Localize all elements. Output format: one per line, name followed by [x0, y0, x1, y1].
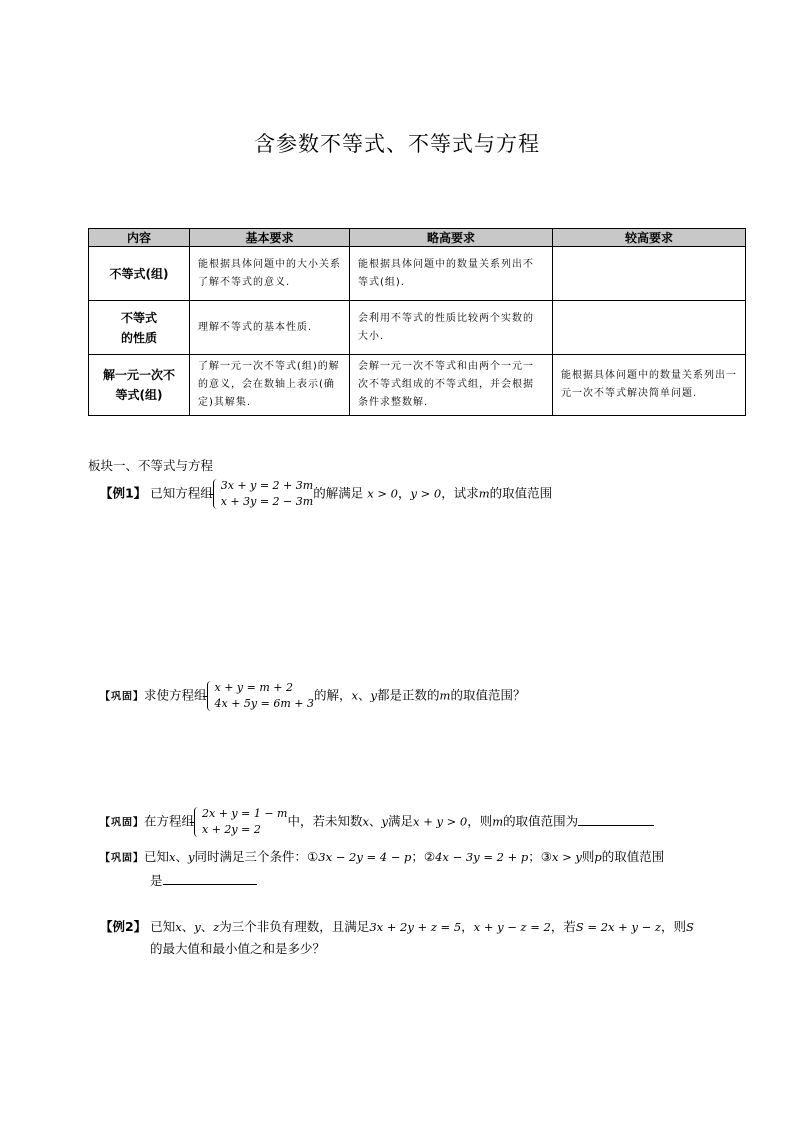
question-text: 同时满足三个条件：① — [194, 849, 319, 864]
col-header-higher: 略高要求 — [350, 229, 553, 247]
question-text: ，试求 — [441, 485, 479, 501]
condition: x + y > 0 — [413, 814, 468, 829]
consolidation-tag: 【巩固】 — [100, 691, 144, 703]
variable: x — [169, 850, 176, 864]
separator: ，若 — [550, 919, 576, 934]
row-head-line: 解一元一次不 — [102, 368, 175, 382]
variable: m — [439, 688, 451, 703]
variable: p — [594, 850, 602, 864]
table-row — [89, 301, 746, 355]
condition: 3x + 2y + z = 5 — [369, 920, 462, 934]
question-text: 的取值范围 — [601, 849, 665, 864]
equation: 2x + y = 1 − m — [202, 807, 288, 820]
variable: x — [351, 688, 359, 703]
row-head-solving — [89, 355, 190, 416]
requirements-table — [88, 228, 746, 416]
col-header-basic: 基本要求 — [190, 229, 350, 247]
cell-higher: 能根据具体问题中的数量关系列出不等式(组). — [350, 247, 553, 301]
variable: x — [175, 920, 182, 934]
equation-system — [207, 680, 314, 712]
table-row — [89, 247, 746, 301]
cell-basic: 了解一元一次不等式(组)的解的意义，会在数轴上表示(确定)其解集. — [190, 355, 350, 416]
cell-advanced — [553, 247, 746, 301]
condition: x > 0 — [367, 486, 398, 501]
row-head-properties — [89, 301, 190, 355]
row-head-line: 不等式 — [120, 310, 157, 325]
equation: 4x + 5y = 6m + 3 — [214, 697, 314, 710]
variable: y — [381, 814, 389, 829]
variable: m — [492, 814, 504, 829]
question-text: 为三个非负有理数，且满足 — [219, 919, 370, 934]
question-text: 在方程组 — [144, 813, 195, 829]
separator: 、 — [358, 687, 371, 703]
consolidation-tag: 【巩固】 — [100, 817, 144, 829]
question-text: 的取值范围？ — [450, 687, 526, 703]
separator: 、 — [200, 919, 214, 934]
question-text: 求使方程组 — [144, 687, 207, 703]
condition: x > y — [551, 850, 582, 864]
variable: z — [213, 920, 220, 934]
cell-basic: 理解不等式的基本性质. — [190, 301, 350, 355]
table-header-row — [89, 229, 746, 247]
question-text: 的解满足 — [313, 485, 364, 501]
example-1 — [100, 478, 552, 510]
row-head-line: 等式(组) — [115, 388, 163, 402]
separator: ；③ — [528, 849, 552, 864]
question-line-2 — [100, 870, 740, 892]
question-text: 的取值范围为 — [503, 813, 579, 829]
answer-blank[interactable] — [578, 813, 654, 826]
question-text: 是 — [150, 873, 163, 888]
consolidation-1 — [100, 680, 525, 712]
variable: y — [194, 920, 201, 934]
question-text: 则 — [581, 849, 595, 864]
brace-icon — [213, 479, 219, 509]
separator: 、 — [175, 849, 189, 864]
separator: 、 — [181, 919, 195, 934]
col-header-advanced: 较高要求 — [553, 229, 746, 247]
question-text: 的取值范围 — [489, 485, 553, 501]
condition: S = 2x + y − z — [575, 920, 661, 934]
separator: 、 — [369, 813, 382, 829]
equation-system — [194, 806, 287, 838]
row-head-inequality: 不等式(组) — [89, 247, 190, 301]
question-text: 已知 — [150, 919, 176, 934]
cell-advanced — [553, 301, 746, 355]
variable: y — [370, 688, 378, 703]
consolidation-tag: 【巩固】 — [100, 853, 144, 864]
example-2 — [100, 916, 740, 960]
variable: S — [685, 920, 694, 934]
cell-basic: 能根据具体问题中的大小关系了解不等式的意义. — [190, 247, 350, 301]
condition: x + y − z = 2 — [473, 920, 551, 934]
question-text: 已知 — [144, 849, 170, 864]
cell-advanced: 能根据具体问题中的数量关系列出一元一次不等式解决简单问题. — [553, 355, 746, 416]
separator: ， — [397, 485, 411, 501]
separator: ， — [461, 919, 474, 934]
condition: 4x − 3y = 2 + p — [435, 850, 529, 864]
question-text: 都是正数的 — [377, 687, 440, 703]
brace-icon — [194, 807, 200, 837]
variable: m — [478, 486, 490, 501]
question-text: 中，若未知数 — [287, 813, 363, 829]
cell-higher: 会利用不等式的性质比较两个实数的大小. — [350, 301, 553, 355]
variable: y — [188, 850, 195, 864]
example-tag: 【例2】 — [100, 919, 147, 934]
question-text: ，则 — [467, 813, 493, 829]
row-head-line: 的性质 — [120, 330, 157, 345]
separator: ；② — [411, 849, 436, 864]
section-title: 板块一、不等式与方程 — [88, 458, 214, 473]
condition: y > 0 — [410, 486, 442, 501]
answer-blank[interactable] — [163, 872, 257, 885]
variable: x — [362, 814, 370, 829]
question-text: 满足 — [388, 813, 414, 829]
equation-system — [213, 478, 313, 510]
equation: 3x + y = 2 + 3m — [220, 479, 314, 492]
equation: x + y = m + 2 — [214, 681, 293, 694]
consolidation-2 — [100, 806, 654, 838]
question-line-2: 的最大值和最小值之和是多少？ — [150, 941, 326, 956]
cell-higher: 会解一元一次不等式和由两个一元一次不等式组成的不等式组，并会根据条件求整数解. — [350, 355, 553, 416]
page-title: 含参数不等式、不等式与方程 — [254, 132, 540, 156]
question-text: 已知方程组 — [150, 485, 213, 501]
separator: ，则 — [660, 919, 686, 934]
consolidation-3 — [100, 846, 740, 892]
brace-icon — [207, 681, 213, 711]
condition: 3x − 2y = 4 − p — [318, 850, 412, 864]
question-text: 的解， — [314, 687, 352, 703]
example-tag: 【例1】 — [100, 485, 147, 501]
table-row — [89, 355, 746, 416]
equation: x + 2y = 2 — [202, 823, 261, 836]
col-header-content: 内容 — [89, 229, 190, 247]
equation: x + 3y = 2 − 3m — [220, 495, 314, 508]
